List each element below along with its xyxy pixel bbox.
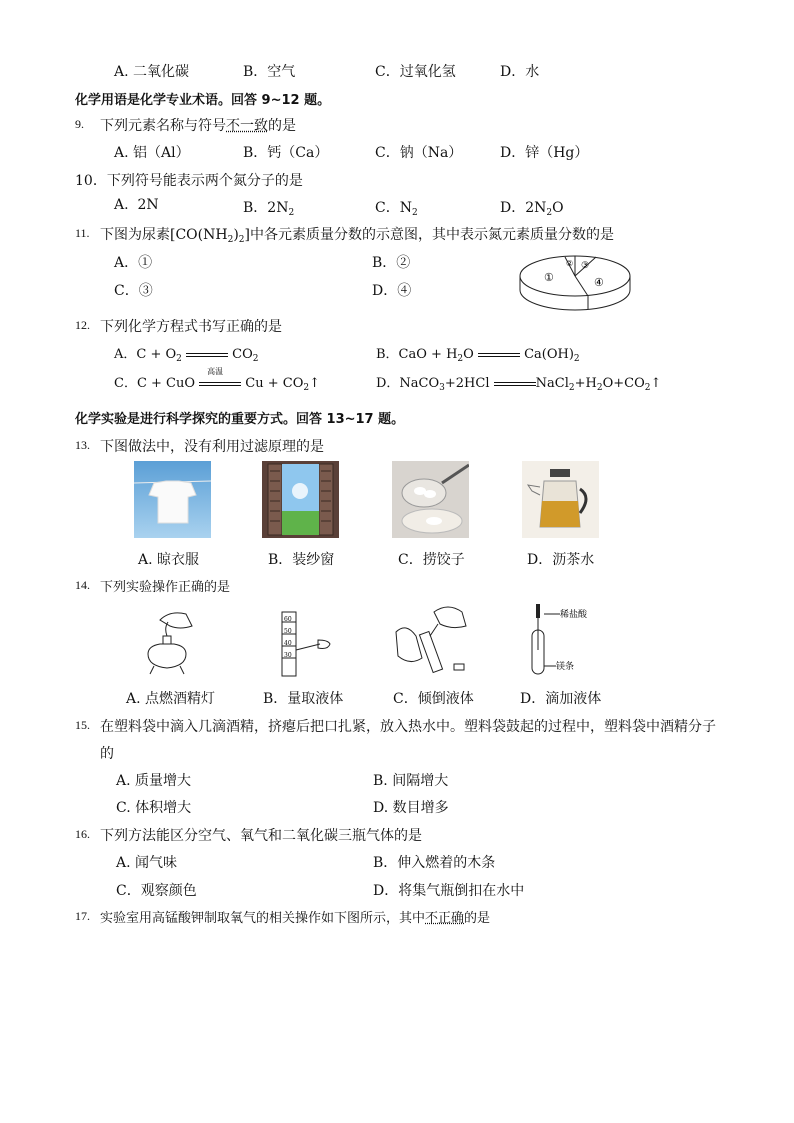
q16-number: 16. xyxy=(75,827,90,841)
drying-clothes-image xyxy=(134,461,211,538)
q9-stem-pre: 下列元素名称与符号 xyxy=(100,118,226,134)
q16-stem: 下列方法能区分空气、氧气和二氧化碳三瓶气体的是 xyxy=(100,828,422,844)
adding-liquid-drawing xyxy=(520,600,600,680)
q12-option-d[interactable]: D．NaCO$_3$+2HCl $NaCl_2+H_2O+CO_2↑$ xyxy=(376,376,662,393)
q10-stem: 10．下列符号能表示两个氮分子的是 xyxy=(75,173,303,189)
q17-stem-emphasis: 不正确 xyxy=(425,911,465,926)
reaction-condition: 高温 xyxy=(207,366,224,376)
equation-arrow xyxy=(494,378,536,390)
q12-option-b[interactable]: B．CaO + $H_2O$ $Ca(OH)_2$ xyxy=(376,347,580,364)
q14-stem: 下列实验操作正确的是 xyxy=(100,580,231,595)
alcohol-lamp-drawing xyxy=(140,606,200,676)
cylinder-tick-60: 60 xyxy=(284,616,292,623)
q9-option-c[interactable]: C．钠（Na） xyxy=(375,145,463,161)
q8-option-c[interactable]: C．过氧化氢 xyxy=(375,64,456,80)
q13-option-b[interactable]: B．装纱窗 xyxy=(268,552,335,568)
q16-option-a[interactable]: A. 闻气味 xyxy=(116,855,178,871)
q11-option-b[interactable]: B．② xyxy=(372,255,411,271)
q12-number: 12. xyxy=(75,318,90,332)
q11-option-d[interactable]: D．④ xyxy=(372,283,412,299)
q14-option-d[interactable]: D．滴加液体 xyxy=(520,691,602,707)
q10-option-d[interactable]: D．$2N_2O$ xyxy=(500,200,564,218)
q9-option-d[interactable]: D．锌（Hg） xyxy=(500,145,589,161)
q8-option-d[interactable]: D．水 xyxy=(500,64,540,80)
q13-number: 13. xyxy=(75,438,90,452)
q15-option-c[interactable]: C. 体积增大 xyxy=(116,800,192,816)
q15-option-a[interactable]: A. 质量增大 xyxy=(116,773,192,789)
q9-stem-post: 的是 xyxy=(268,118,296,134)
cylinder-tick-40: 40 xyxy=(284,640,292,647)
q14-number: 14. xyxy=(75,578,90,592)
section-heading-1: 化学用语是化学专业术语。回答 9~12 题。 xyxy=(75,93,331,108)
tube-label-hcl: 稀盐酸 xyxy=(560,610,588,620)
q11-option-a[interactable]: A．① xyxy=(114,255,153,271)
q8-option-b[interactable]: B．空气 xyxy=(243,64,296,80)
q11-option-c[interactable]: C．③ xyxy=(114,283,153,299)
q9-option-b[interactable]: B．钙（Ca） xyxy=(243,145,329,161)
q9-number: 9. xyxy=(75,117,84,131)
q13-option-d[interactable]: D．沥茶水 xyxy=(527,552,595,568)
q15-stem-continued: 的 xyxy=(100,746,114,762)
window-screen-image xyxy=(262,461,339,538)
q8-option-a[interactable]: A. 二氧化碳 xyxy=(114,64,190,80)
q9-stem xyxy=(100,115,296,135)
q10-option-b[interactable]: B．$2N_2$ xyxy=(243,200,295,218)
cylinder-tick-50: 50 xyxy=(284,628,292,635)
q14-option-b[interactable]: B．量取液体 xyxy=(263,691,344,707)
q12-option-c[interactable]: C．C + CuO 高温 $Cu + CO_2↑$ xyxy=(114,366,321,393)
equation-arrow xyxy=(199,366,241,390)
q15-option-d[interactable]: D. 数目增多 xyxy=(373,800,449,816)
q13-stem: 下图做法中，没有利用过滤原理的是 xyxy=(100,439,324,455)
pie-label-4: ④ xyxy=(594,276,604,289)
q11-stem-pre: 下图为尿素[CO(NH xyxy=(100,227,228,243)
q10-option-a[interactable]: A. 2N xyxy=(114,197,159,213)
q9-stem-emphasis: 不一致 xyxy=(226,118,268,134)
q15-stem: 在塑料袋中滴入几滴酒精，挤瘪后把口扎紧，放入热水中。塑料袋鼓起的过程中，塑料袋中酒精分子 xyxy=(100,719,716,735)
q14-option-a[interactable]: A. 点燃酒精灯 xyxy=(126,691,216,707)
q11-number: 11. xyxy=(75,226,90,240)
graduated-cylinder-drawing xyxy=(274,608,344,678)
section-heading-2: 化学实验是进行科学探究的重要方式。回答 13~17 题。 xyxy=(75,412,405,427)
teapot-image xyxy=(522,461,599,538)
q16-option-d[interactable]: D．将集气瓶倒扣在水中 xyxy=(373,883,525,899)
q17-number: 17. xyxy=(75,909,90,923)
equation-arrow xyxy=(478,349,520,361)
pie-label-2: ② xyxy=(566,259,574,268)
q17-stem-pre: 实验室用高锰酸钾制取氧气的相关操作如下图所示，其中 xyxy=(100,911,426,926)
q9-option-a[interactable]: A. 铝（Al） xyxy=(114,145,190,161)
equation-arrow xyxy=(186,349,228,361)
q10-option-c[interactable]: C．$N_2$ xyxy=(375,200,418,218)
q15-option-b[interactable]: B. 间隔增大 xyxy=(373,773,449,789)
q15-number: 15. xyxy=(75,718,90,732)
pie-label-3: ③ xyxy=(581,261,590,271)
q17-stem xyxy=(100,907,490,926)
q13-option-c[interactable]: C．捞饺子 xyxy=(398,552,465,568)
pie-label-1: ① xyxy=(544,271,554,284)
q11-stem: 下图为尿素$[CO(NH_2)_2]$中各元素质量分数的示意图，其中表示氮元素质量分数的是 xyxy=(100,227,614,245)
dumplings-image xyxy=(392,461,469,538)
q16-option-b[interactable]: B．伸入燃着的木条 xyxy=(373,855,496,871)
urea-mass-fraction-diagram xyxy=(516,246,634,314)
cylinder-tick-30: 30 xyxy=(284,652,292,659)
q12-option-a[interactable]: A．$C + O_2$ $CO_2$ xyxy=(114,347,259,364)
tube-label-mg: 镁条 xyxy=(556,662,575,672)
q13-option-a[interactable]: A. 晾衣服 xyxy=(138,552,200,568)
q17-stem-post: 的是 xyxy=(464,911,491,926)
q14-option-c[interactable]: C．倾倒液体 xyxy=(393,691,474,707)
pouring-liquid-drawing xyxy=(386,602,470,678)
q16-option-c[interactable]: C．观察颜色 xyxy=(116,883,197,899)
q12-stem: 下列化学方程式书写正确的是 xyxy=(100,319,282,335)
q11-stem-post: 中各元素质量分数的示意图，其中表示氮元素质量分数的是 xyxy=(249,227,614,243)
